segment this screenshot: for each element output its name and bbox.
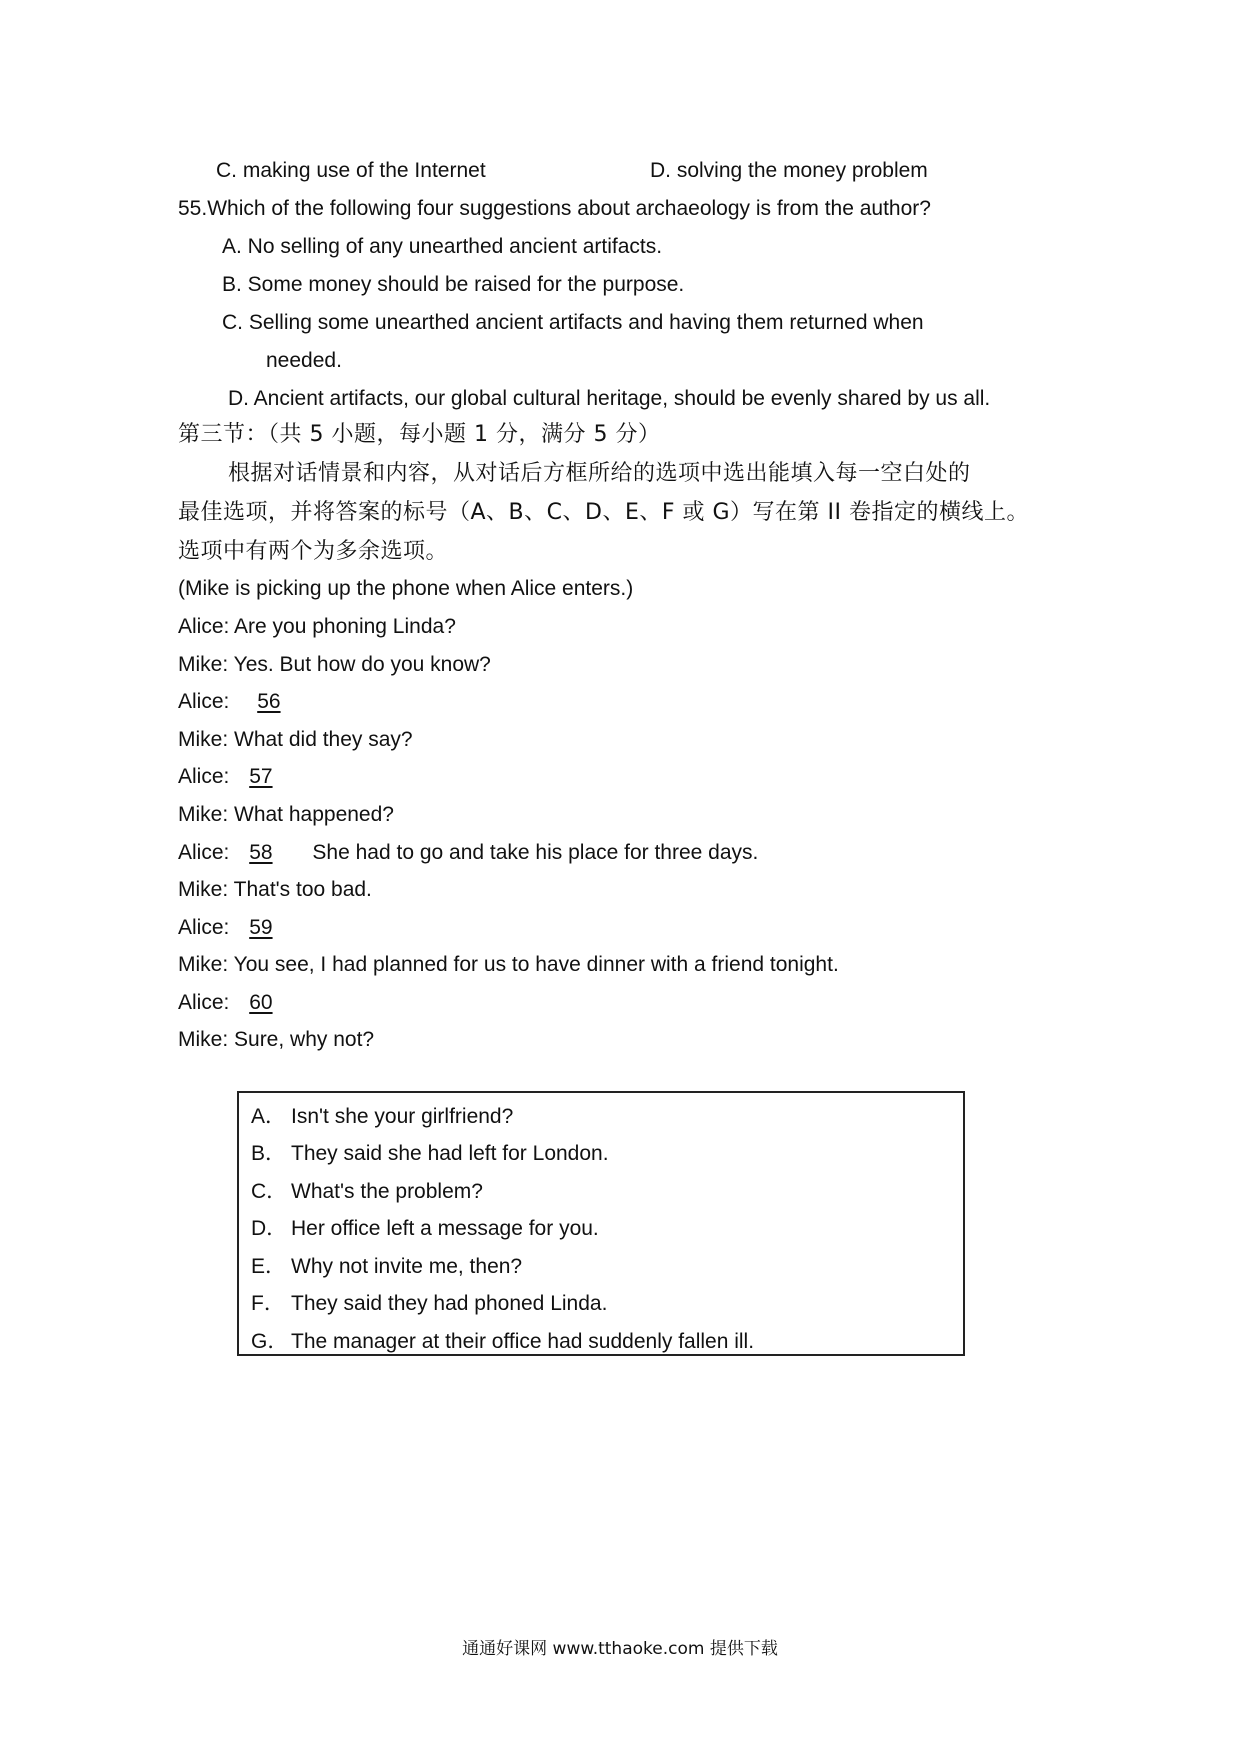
- section-instruction-1: 根据对话情景和内容，从对话后方框所给的选项中选出能填入每一空白处的: [228, 461, 971, 486]
- option-text: Her office left a message for you.: [291, 1217, 599, 1240]
- option-text: Why not invite me, then?: [291, 1255, 523, 1278]
- dialogue-scene: (Mike is picking up the phone when Alice enters.): [178, 577, 634, 600]
- dialogue-line: Mike: Sure, why not?: [178, 1028, 375, 1051]
- blank-56: 56: [257, 690, 281, 713]
- options-box: [237, 1091, 965, 1356]
- option-letter: C．: [251, 1180, 288, 1203]
- option-text: They said they had phoned Linda.: [291, 1292, 608, 1315]
- option-letter: B．: [251, 1142, 287, 1165]
- option-d: [251, 1216, 599, 1242]
- q54-option-d: D. solving the money problem: [650, 159, 928, 182]
- dialogue-line: Alice: Are you phoning Linda?: [178, 615, 456, 638]
- option-text: Isn't she your girlfriend?: [291, 1105, 514, 1128]
- q55-option-a: A. No selling of any unearthed ancient artifacts.: [222, 235, 663, 258]
- section-instruction-3: 选项中有两个为多余选项。: [178, 539, 449, 564]
- speaker-alice: Alice:: [178, 690, 230, 713]
- option-b: [251, 1141, 609, 1167]
- option-letter: E．: [251, 1255, 287, 1278]
- q55-option-b: B. Some money should be raised for the purpose.: [222, 273, 685, 296]
- dialogue-line: [178, 840, 758, 866]
- blank-57: 57: [249, 765, 273, 788]
- option-g: [251, 1329, 754, 1355]
- option-e: [251, 1254, 522, 1280]
- option-a: [251, 1104, 513, 1130]
- q55-option-c-cont: needed.: [266, 349, 342, 372]
- option-text: They said she had left for London.: [291, 1142, 609, 1165]
- option-text: What's the problem?: [291, 1180, 483, 1203]
- dialogue-line: [178, 990, 285, 1016]
- dialogue-line: Mike: What did they say?: [178, 728, 413, 751]
- speaker-alice: Alice:: [178, 991, 230, 1014]
- blank-60: 60: [249, 991, 273, 1014]
- q54-option-c: C. making use of the Internet: [216, 159, 486, 182]
- dialogue-line: Mike: What happened?: [178, 803, 394, 826]
- dialogue-line: Mike: You see, I had planned for us to have dinner with a friend tonight.: [178, 953, 839, 976]
- speaker-alice: Alice:: [178, 841, 230, 864]
- q55-option-d: D. Ancient artifacts, our global cultural heritage, should be evenly shared by us all.: [228, 387, 991, 410]
- speaker-alice: Alice:: [178, 916, 230, 939]
- dialogue-line: [178, 764, 297, 790]
- option-text: The manager at their office had suddenly fallen ill.: [291, 1330, 755, 1353]
- dialogue-line: Mike: Yes. But how do you know?: [178, 653, 491, 676]
- dialogue-line: [178, 689, 295, 715]
- option-letter: F．: [251, 1292, 285, 1315]
- blank-59: 59: [249, 916, 273, 939]
- blank-58: 58: [249, 841, 273, 864]
- option-letter: D．: [251, 1217, 288, 1240]
- page-footer: 通通好课网 www.tthaoke.com 提供下载: [462, 1639, 778, 1659]
- section-heading: 第三节：（共 5 小题，每小题 1 分，满分 5 分）: [178, 422, 661, 447]
- dialogue-text: She had to go and take his place for three days.: [312, 841, 759, 864]
- q55-stem: 55.Which of the following four suggestions about archaeology is from the author?: [178, 197, 931, 220]
- section-instruction-2: 最佳选项，并将答案的标号（A、B、C、D、E、F 或 G）写在第 II 卷指定的横线上。: [178, 500, 1029, 525]
- option-c: [251, 1179, 483, 1205]
- dialogue-line: Mike: That's too bad.: [178, 878, 372, 901]
- q55-option-c: C. Selling some unearthed ancient artifacts and having them returned when: [222, 311, 924, 334]
- option-letter: G．: [251, 1330, 289, 1353]
- option-letter: A．: [251, 1105, 287, 1128]
- dialogue-line: [178, 915, 297, 941]
- speaker-alice: Alice:: [178, 765, 230, 788]
- option-f: [251, 1291, 607, 1317]
